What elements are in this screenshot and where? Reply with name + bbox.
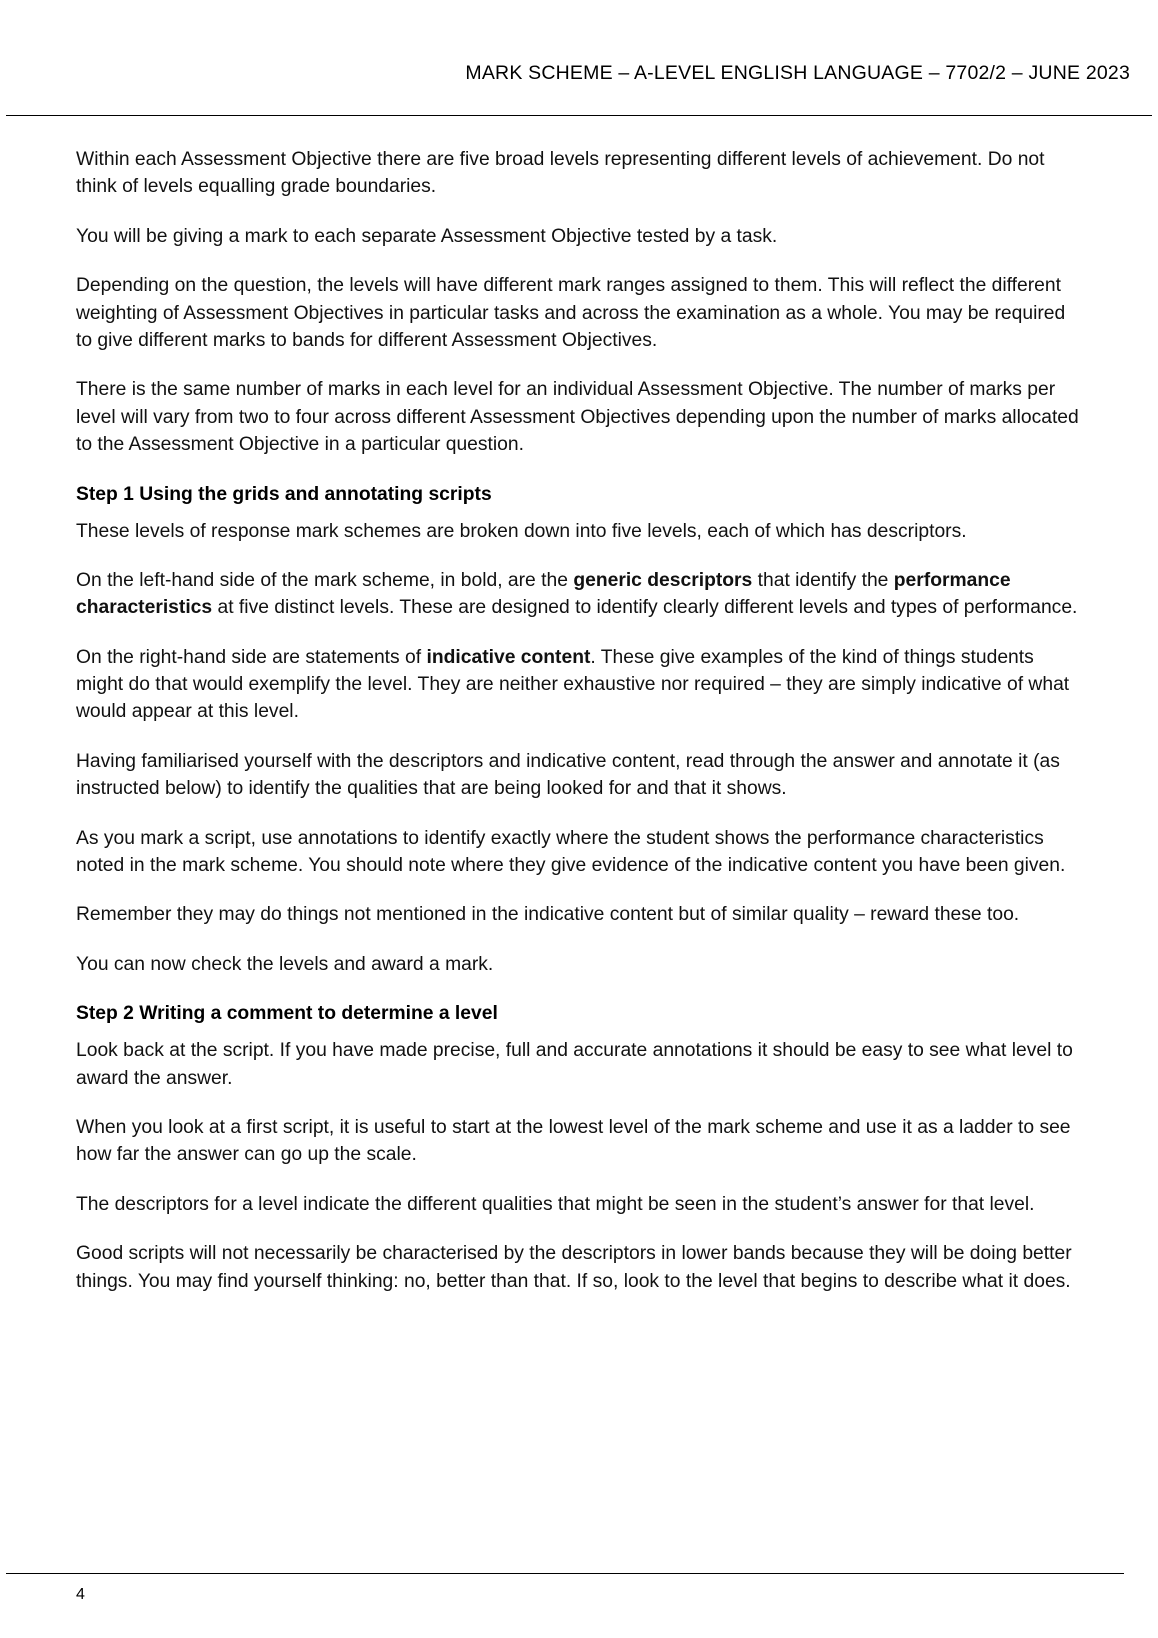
paragraph-step1-after-1: Having familiarised yourself with the descriptors and indicative content, read through the answer and annotate it (as instructed below) to identify the qualities that are being looked for and that it shows. <box>76 750 1060 800</box>
paragraph-intro-2: You will be giving a mark to each separate Assessment Objective tested by a task. <box>76 225 778 247</box>
performance-characteristics-bold: performance characteristics <box>76 569 1011 619</box>
header-title: MARK SCHEME – A-LEVEL ENGLISH LANGUAGE – 7702/2 – JUNE 2023 <box>465 62 1130 84</box>
paragraph-step1-1: These levels of response mark schemes are broken down into five levels, each of which has descriptors. <box>76 520 967 542</box>
page-footer <box>0 1574 1158 1638</box>
indicative-pre: On the right-hand side are statements of <box>76 646 427 668</box>
step-2-heading: Step 2 Writing a comment to determine a level <box>76 1003 498 1025</box>
indicative-post: . These give examples of the kind of things students might do that would exemplify the level. They are neither exhaustive nor required – they are simply indicative of what would appear at this level. <box>76 646 1070 723</box>
paragraph-intro-4: There is the same number of marks in each level for an individual Assessment Objective. The number of marks per level will vary from two to four across different Assessment Objectives depending upon the number of marks allocated to the Assessment Objective in a particular question. <box>76 379 1079 456</box>
generic-descriptors-pre: On the left-hand side of the mark scheme, in bold, are the <box>76 569 574 591</box>
page-content <box>0 116 1158 1573</box>
generic-descriptors-mid: that identify the <box>752 569 894 591</box>
paragraph-step1-after-2: As you mark a script, use annotations to identify exactly where the student shows the performance characteristics noted in the mark scheme. You should note where they give evidence of the indicative content you have been given. <box>76 827 1066 877</box>
paragraph-step2-2: When you look at a first script, it is useful to start at the lowest level of the mark scheme and use it as a ladder to see how far the answer can go up the scale. <box>76 1117 1071 1166</box>
page-number: 4 <box>76 1586 85 1603</box>
paragraph-step1-after-4: You can now check the levels and award a mark. <box>76 953 494 975</box>
page-header <box>0 0 1158 85</box>
paragraph-indicative-content <box>76 644 1082 726</box>
generic-descriptors-bold: generic descriptors <box>573 569 753 591</box>
paragraph-step1-after-3: Remember they may do things not mentioned in the indicative content but of similar quality – reward these too. <box>76 904 1020 926</box>
paragraph-step2-1: Look back at the script. If you have made precise, full and accurate annotations it should be easy to see what level to award the answer. <box>76 1040 1073 1089</box>
paragraph-intro-3: Depending on the question, the levels will have different mark ranges assigned to them. This will reflect the different weighting of Assessment Objectives in particular tasks and across the examination as a whole. You may be required to give different marks to bands for different Assessment Objectives. <box>76 275 1066 351</box>
step-1-heading: Step 1 Using the grids and annotating scripts <box>76 483 492 505</box>
generic-descriptors-post: at five distinct levels. These are designed to identify clearly different levels and types of performance. <box>212 597 1078 619</box>
paragraph-intro-1: Within each Assessment Objective there are five broad levels representing different levels of achievement. Do not think of levels equalling grade boundaries. <box>76 149 1045 198</box>
paragraph-step2-4: Good scripts will not necessarily be characterised by the descriptors in lower bands because they will be doing better things. You may find yourself thinking: no, better than that. If so, look to the level that begins to describe what it does. <box>76 1243 1072 1292</box>
paragraph-step2-3: The descriptors for a level indicate the different qualities that might be seen in the student’s answer for that level. <box>76 1193 1035 1215</box>
page-footer-area <box>0 1573 1158 1638</box>
paragraph-generic-descriptors <box>76 567 1082 622</box>
indicative-bold: indicative content <box>426 646 591 668</box>
